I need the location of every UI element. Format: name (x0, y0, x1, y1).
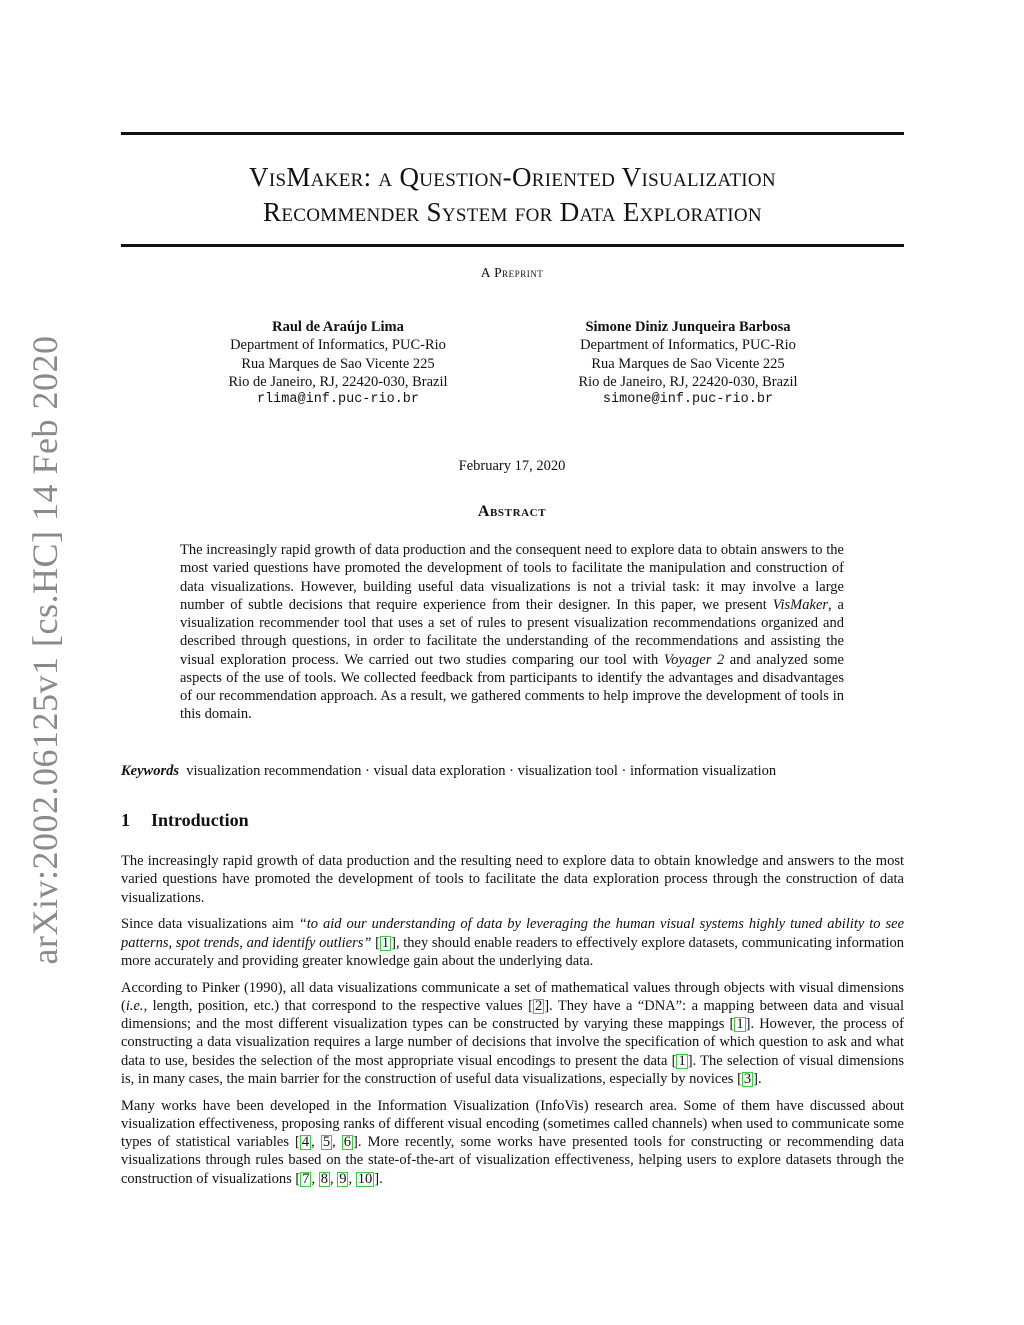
citation-link[interactable]: 6 (343, 1134, 352, 1150)
title-bottom-rule (121, 244, 904, 247)
author-name: Simone Diniz Junqueira Barbosa (585, 319, 791, 335)
citation-link[interactable]: 10 (357, 1170, 373, 1187)
author-department: Department of Informatics, PUC-Rio (230, 337, 446, 354)
citation-link[interactable]: 4 (301, 1134, 310, 1150)
compared-tool-name: Voyager 2 (663, 651, 725, 668)
author-department: Department of Informatics, PUC-Rio (580, 337, 796, 354)
author-email[interactable]: simone@inf.puc-rio.br (602, 392, 774, 408)
publication-date: February 17, 2020 (458, 458, 566, 474)
keywords-text: visualization recommendation · visual data exploration · visualization tool · information visualization (186, 763, 777, 779)
paragraph-2: Since data visualizations aim “to aid our understanding of data by leveraging the human visual systems highly tuned ability to see patterns, spot trends, and identify outliers” [ 1 ], they should enable readers to effectively explore datasets, communicating information more accurately and providing greater knowledge gain about the underlying data. (121, 916, 905, 969)
title-line-2: Recommender System for Data Exploration (263, 197, 762, 227)
paragraph-text: . However, the process of constructing a data visualization requires a large number of decisions that involve the specification of which question to ask and what data to use, besides the selection of the most appropriate visual encodings to present the data (121, 1016, 905, 1069)
paragraph-text: . They have a “DNA”: a mapping between data and visual dimensions; and the most different visualization types can be constructed by varying these mappings (121, 997, 904, 1032)
paragraph-text: , length, position, etc.) that correspond to the respective values (143, 997, 529, 1014)
author-name: Raul de Araújo Lima (272, 319, 404, 335)
citation-link[interactable]: 3 (743, 1070, 752, 1087)
tool-name: VisMaker (772, 596, 829, 613)
title-top-rule (121, 132, 904, 135)
title-line-1: VisMaker: a Question-Oriented Visualization (249, 162, 776, 192)
paper-title (121, 160, 904, 230)
citation-link[interactable]: 9 (339, 1170, 347, 1187)
author-city: Rio de Janeiro, RJ, 22420-030, Brazil (228, 373, 448, 390)
abstract-heading: Abstract (477, 503, 547, 520)
abstract-text (180, 541, 844, 724)
paragraph-text: Since data visualizations aim (121, 916, 299, 933)
citation-link[interactable]: 5 (322, 1134, 331, 1150)
paragraph-text: Many works have been developed in the Information Visualization (InfoVis) research area. Some of them have discussed about visualization effectiveness, proposing ranks of different visual encoding (sometimes called channels) when used to communicate some types of statistical variables (121, 1097, 904, 1150)
paragraph-text: . More recently, some works have presented tools for constructing or recommending data visualizations through rules based on the state-of-the-art of visualization effectiveness, helping users to explore datasets through the construction of visualizations (121, 1134, 905, 1187)
author-city: Rio de Janeiro, RJ, 22420-030, Brazil (578, 373, 798, 390)
author-street: Rua Marques de Sao Vicente 225 (591, 355, 785, 372)
abstract-part-3: and analyzed some aspects of the use of tools. We collected feedback from participants to identify the advantages and disadvantages of our recommendation approach. As a result, we gathered comments to help improve the development of tools in this domain. (180, 651, 844, 723)
citation-link[interactable]: 1 (736, 1016, 744, 1032)
paragraph-text: , they should enable readers to effectively explore datasets, communicating information more accurately and providing greater knowledge gain about the underlying data. (121, 934, 904, 969)
paragraph-text: . (758, 1070, 762, 1087)
citation-link[interactable]: 1 (381, 934, 390, 951)
author-street: Rua Marques de Sao Vicente 225 (241, 355, 435, 372)
keywords-line (121, 763, 904, 780)
paragraph-3: According to Pinker (1990), all data visualizations communicate a set of mathematical values through objects with visual dimensions (i.e., length, position, etc.) that correspond to the respective values [ 2 ]. They have a “DNA”: a mapping between data and visual dimensions; and the most different visualization types can be constructed by varying these mappings [ 1 ]. However, the process of constructing a data visualization requires a large number of decisions that involve the specification of which question to ask and what data to use, besides the selection of the most appropriate visual encodings to present the data [ 1 ]. The selection of visual dimensions is, in many cases, the main barrier for the construction of useful data visualizations, especially by novices [ 3 ]. (121, 979, 905, 1087)
section-body (121, 852, 904, 1196)
section-number: 1 (121, 810, 130, 830)
arxiv-identifier[interactable]: arXiv:2002.06125v1 [cs.HC] 14 Feb 2020 (25, 335, 65, 965)
paragraph-text: . The selection of visual dimensions is, in many cases, the main barrier for the construction of useful data visualizations, especially by novices (121, 1052, 904, 1087)
ie-abbreviation: i.e. (125, 997, 144, 1014)
paragraph-text: . (379, 1170, 383, 1187)
paragraph-1: The increasingly rapid growth of data production and the resulting need to explore data to obtain knowledge and answers to the most varied questions have promoted the development of tools to facilitate the data exploration process through the construction of data visualizations. (121, 853, 904, 906)
keywords-label: Keywords (121, 763, 179, 779)
quoted-definition: “to aid our understanding of data by leveraging the human visual systems highly tuned ability to see patterns, spot trends, and identify outliers” (121, 916, 905, 951)
citation-link[interactable]: 8 (320, 1170, 328, 1187)
section-heading (121, 810, 249, 831)
author-email[interactable]: rlima@inf.puc-rio.br (256, 392, 420, 408)
paragraph-4: Many works have been developed in the Information Visualization (InfoVis) research area. Some of them have discussed about visualization effectiveness, proposing ranks of different visual encoding (sometimes called channels) when used to communicate some types of statistical variables [ 4 , 5 , 6 ]. More recently, some works have presented tools for constructing or recommending data visualizations through rules based on the state-of-the-art of visualization effectiveness, helping users to explore datasets through the construction of visualizations [ 7 , 8 , 9 , 10 ]. (121, 1097, 905, 1187)
citation-link[interactable]: 2 (535, 997, 543, 1014)
citation-link[interactable]: 7 (302, 1170, 310, 1187)
author-block-2 (538, 318, 838, 409)
section-title: Introduction (151, 810, 249, 830)
author-block-1 (188, 318, 488, 409)
citation-link[interactable]: 1 (678, 1052, 686, 1069)
preprint-label: A Preprint (480, 265, 544, 280)
abstract-part-1: The increasingly rapid growth of data production and the consequent need to explore data to obtain answers to the most varied questions have promoted the development of tools to facilitate the manipulation and construction of data visualizations. However, building useful data visualizations is not a trivial task: it may involve a large number of subtle decisions that require experience from their designer. In this paper, we present (180, 542, 844, 613)
abstract-part-2: , a visualization recommender tool that uses a set of rules to present visualization recommendations organized and described through questions, in order to facilitate the understanding of the recommendations and assisting the visual exploration process. We carried out two studies comparing our tool with (180, 596, 844, 668)
paragraph-text: According to Pinker (1990), all data visualizations communicate a set of mathematical values through objects with visual dimensions ( (121, 979, 904, 1014)
